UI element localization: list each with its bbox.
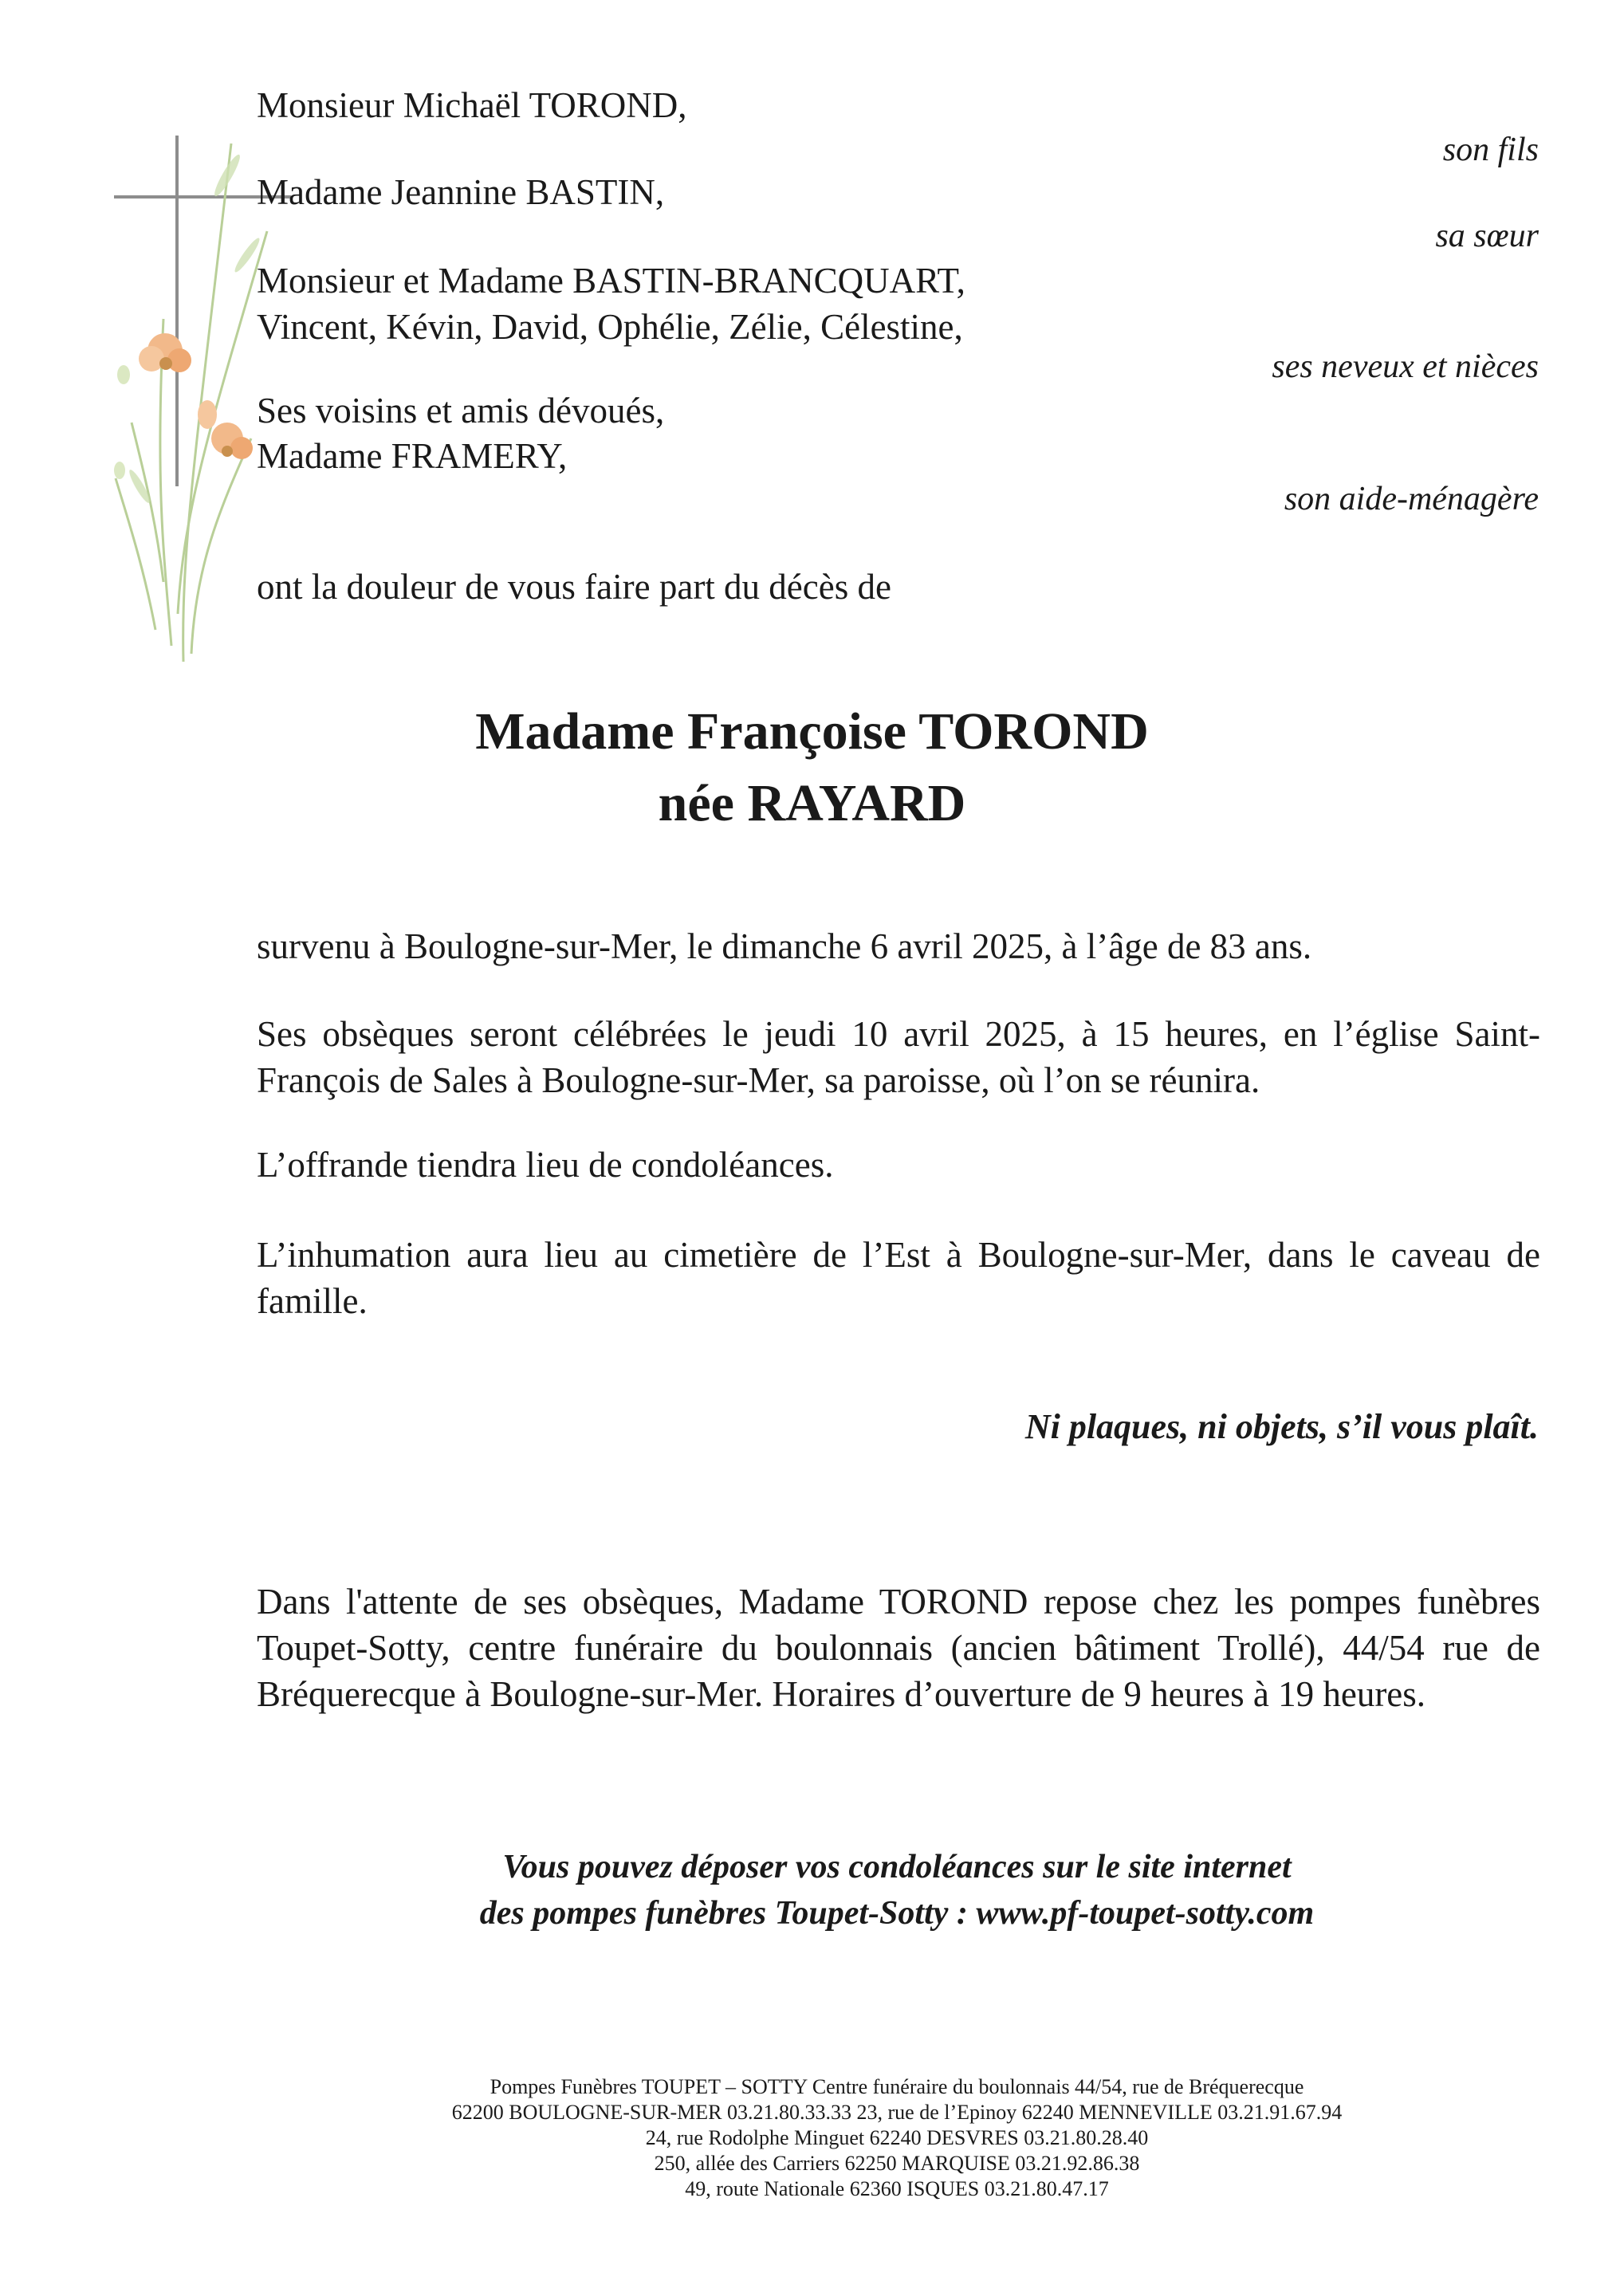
announcement-intro: ont la douleur de vous faire part du décès de xyxy=(257,567,891,607)
offering-paragraph: L’offrande tiendra lieu de condoléances. xyxy=(257,1145,834,1185)
burial-paragraph: L’inhumation aura lieu au cimetière de l’Est à Boulogne-sur-Mer, dans le caveau de famille. xyxy=(257,1235,1540,1321)
family-member-name: Madame Jeannine BASTIN, xyxy=(257,172,665,212)
rest-paragraph: Dans l'attente de ses obsèques, Madame TOROND repose chez les pompes funèbres Toupet-Sotty, centre funéraire du boulonnais (ancien bâtiment Trollé), 44/54 rue de Bréquerecque à Boulogne-sur-Mer. Horaires d’ouverture de 9 heures à 19 heures. xyxy=(257,1582,1540,1714)
condolences-line-1: Vous pouvez déposer vos condoléances sur le site internet xyxy=(502,1849,1292,1885)
footer-line: Pompes Funèbres TOUPET – SOTTY Centre funéraire du boulonnais 44/54, rue de Bréquerecque xyxy=(490,2075,1304,2098)
family-member-name: Ses voisins et amis dévoués, xyxy=(257,391,665,431)
family-member-children: Vincent, Kévin, David, Ophélie, Zélie, Célestine, xyxy=(257,307,963,347)
family-member-name: Monsieur et Madame BASTIN-BRANCQUART, xyxy=(257,261,965,301)
funeral-paragraph: Ses obsèques seront célébrées le jeudi 10 avril 2025, à 15 heures, en l’église Saint-François de Sales à Boulogne-sur-Mer, sa paroisse, où l’on se réunira. xyxy=(257,1014,1540,1100)
condolences-line-2: des pompes funèbres Toupet-Sotty : www.pf-toupet-sotty.com xyxy=(479,1895,1315,1932)
family-relation: sa sœur xyxy=(1435,218,1539,254)
no-plaques-note: Ni plaques, ni objets, s’il vous plaît. xyxy=(1024,1407,1539,1446)
footer-line: 62200 BOULOGNE-SUR-MER 03.21.80.33.33 23, rue de l’Epinoy 62240 MENNEVILLE 03.21.91.67.94 xyxy=(451,2101,1343,2124)
death-paragraph: survenu à Boulogne-sur-Mer, le dimanche 6 avril 2025, à l’âge de 83 ans. xyxy=(257,926,1312,966)
family-member-name: Monsieur Michaël TOROND, xyxy=(257,85,687,125)
family-member-name: Madame FRAMERY, xyxy=(257,436,568,476)
deceased-name: Madame Françoise TOROND xyxy=(475,702,1149,761)
footer-line: 250, allée des Carriers 62250 MARQUISE 03.21.92.86.38 xyxy=(654,2152,1140,2175)
footer-line: 49, route Nationale 62360 ISQUES 03.21.80.47.17 xyxy=(685,2177,1109,2200)
footer-line: 24, rue Rodolphe Minguet 62240 DESVRES 03.21.80.28.40 xyxy=(645,2126,1149,2149)
family-relation: ses neveux et nièces xyxy=(1272,348,1539,385)
deceased-maiden-name: née RAYARD xyxy=(658,774,966,832)
family-relation: son fils xyxy=(1442,132,1539,168)
family-relation: son aide-ménagère xyxy=(1284,481,1539,517)
